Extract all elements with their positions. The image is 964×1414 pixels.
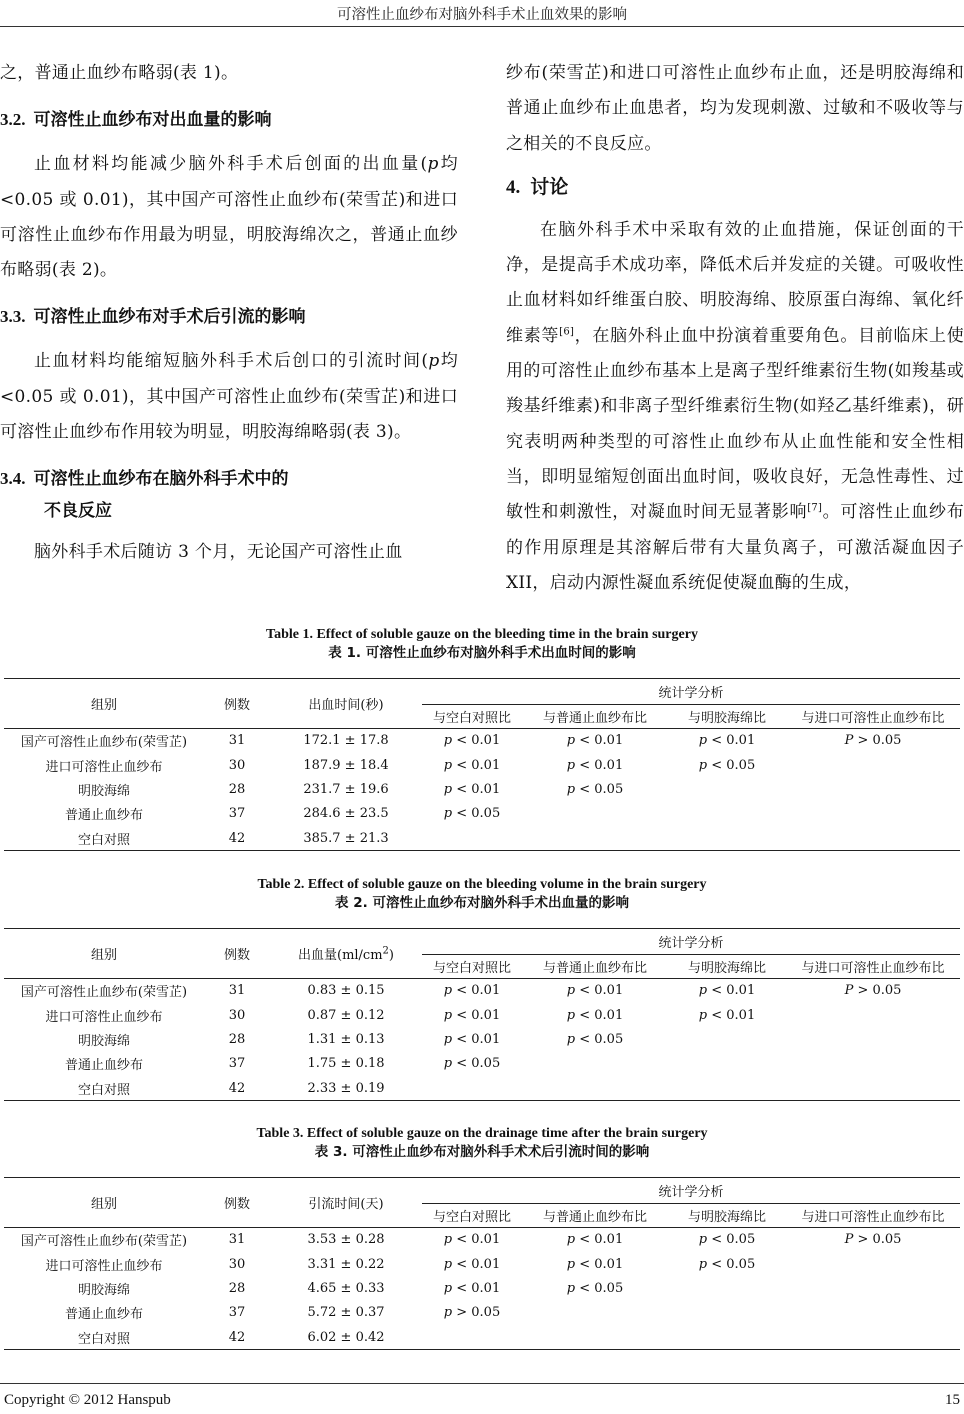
cell-stat-c3	[668, 1027, 786, 1051]
section-title: 可溶性止血纱布对手术后引流的影响	[33, 307, 306, 328]
cell-count: 42	[204, 1076, 270, 1100]
table-1	[0, 626, 964, 851]
table-row	[4, 1052, 960, 1076]
cell-stat-c4	[786, 1076, 960, 1100]
cell-stat-c3	[668, 1228, 786, 1252]
cell-stat-c3	[668, 1276, 786, 1300]
p-symbol: p	[566, 1232, 576, 1248]
p-symbol: p	[698, 757, 708, 773]
table-caption-zh: 表 1. 可溶性止血纱布对脑外科手术出血时间的影响	[328, 645, 636, 661]
p-value: < 0.05	[575, 1031, 624, 1047]
p-value: < 0.05	[707, 1256, 756, 1272]
cell-stat-c1	[422, 753, 522, 777]
cell-stat-c3	[668, 1301, 786, 1325]
p-symbol: p	[566, 781, 576, 797]
cell-stat-c1	[422, 729, 522, 753]
cell-stat-c4	[786, 1003, 960, 1027]
col-subheader-3: 与明胶海绵比	[668, 705, 786, 729]
table-row	[4, 1003, 960, 1027]
col-subheader-4: 与进口可溶性止血纱布比	[786, 705, 960, 729]
cell-stat-c4	[786, 1228, 960, 1252]
cell-count: 37	[228, 1305, 246, 1321]
section-heading-3-4	[0, 463, 458, 527]
col-subheader-2: 与普通止血纱布比	[522, 955, 668, 979]
cell-stat-c4	[786, 1052, 960, 1076]
footer-rule	[0, 1383, 964, 1384]
cell-stat-c3	[668, 1325, 786, 1349]
p-value: < 0.01	[452, 1232, 501, 1248]
table-2	[0, 876, 964, 1101]
table-row	[4, 1276, 960, 1300]
cell-count: 42	[204, 826, 270, 850]
cell-group: 明胶海绵	[77, 1282, 130, 1298]
cell-stat-c4	[786, 777, 960, 801]
table-caption-zh: 表 3. 可溶性止血纱布对脑外科手术术后引流时间的影响	[314, 1144, 650, 1160]
col-subheader-2: 与普通止血纱布比	[522, 1204, 668, 1228]
cell-stat-c3	[668, 1052, 786, 1076]
cell-stat-c3	[668, 826, 786, 850]
cell-group: 明胶海绵	[77, 783, 130, 799]
cell-stat-c3	[668, 729, 786, 753]
cell-count: 37	[228, 806, 246, 822]
p-symbol: p	[566, 1031, 576, 1047]
cell-value: 6.02 ± 0.42	[270, 1325, 422, 1349]
data-table	[4, 1177, 960, 1350]
cell-stat-c1	[422, 1228, 522, 1252]
p-value: < 0.01	[452, 1007, 501, 1023]
citation-ref[interactable]: [7]	[807, 502, 823, 514]
p-value: < 0.01	[575, 733, 624, 749]
p-symbol: p	[698, 983, 708, 999]
cell-count: 28	[228, 781, 246, 797]
text-run: ，在脑外科止血中扮演着重要角色。目前临床上使用的可溶性止血纱布基本上是离子型纤维素衍生物(如羧基或羧基纤维素)和非离子型纤维素衍生物(如羟乙基纤维素)，研究表明两种类型的可溶性止血纱布从止血性能和安全性相当，即明显缩短创面出血时间，吸收良好，无急性毒性、过敏性和刺激性，对凝血时间无显著影响	[506, 325, 964, 523]
col-header-count: 例数	[204, 1178, 270, 1228]
cell-stat-c4	[786, 1301, 960, 1325]
p-value: < 0.01	[575, 1232, 624, 1248]
cell-stat-c4	[786, 729, 960, 753]
cell-stat-c3	[668, 1003, 786, 1027]
p-value: < 0.05	[575, 1280, 624, 1296]
cell-stat-c2	[522, 1076, 668, 1100]
footer-copyright: Copyright © 2012 Hanspub	[4, 1392, 171, 1408]
paragraph-4	[506, 213, 964, 601]
section-number: 3.4.	[0, 469, 26, 489]
p-value: < 0.01	[575, 1256, 624, 1272]
cell-value: 385.7 ± 21.3	[270, 826, 422, 850]
table-row	[4, 1228, 960, 1252]
cell-value: 1.31 ± 0.13	[307, 1031, 385, 1047]
cell-stat-c3	[668, 753, 786, 777]
cell-stat-c2	[522, 753, 668, 777]
table-row	[4, 802, 960, 826]
p-symbol: p	[443, 1256, 453, 1272]
section-title: 讨论	[530, 175, 569, 198]
table-row	[4, 1301, 960, 1325]
cell-stat-c2	[522, 1276, 668, 1300]
col-header-stat-group: 统计学分析	[422, 679, 960, 705]
cell-group: 明胶海绵	[77, 1033, 130, 1049]
left-column	[0, 56, 458, 571]
p-symbol: p	[566, 1280, 576, 1296]
col-header-value-sup: 2	[382, 945, 389, 957]
p-symbol: p	[566, 1256, 576, 1272]
cell-stat-c3	[668, 979, 786, 1003]
col-header-group: 组别	[4, 679, 204, 729]
p-symbol: p	[443, 1232, 453, 1248]
p-value: < 0.01	[452, 733, 501, 749]
p-value: > 0.05	[452, 1305, 501, 1321]
p-symbol: p	[566, 733, 576, 749]
p-value: < 0.05	[452, 1056, 501, 1072]
p-symbol: p	[428, 351, 440, 372]
section-number: 3.2.	[0, 110, 26, 130]
p-symbol: p	[443, 781, 453, 797]
cell-value: 3.53 ± 0.28	[307, 1232, 385, 1248]
cell-group: 普通止血纱布	[64, 1058, 143, 1074]
paragraph-3-3	[0, 344, 458, 450]
p-symbol: p	[443, 1007, 453, 1023]
cell-stat-c3	[668, 777, 786, 801]
table-row	[4, 777, 960, 801]
table-row	[4, 1027, 960, 1051]
col-header-group: 组别	[4, 929, 204, 979]
col-header-group: 组别	[4, 1178, 204, 1228]
paragraph-3-2	[0, 147, 458, 288]
p-symbol: p	[698, 733, 708, 749]
p-symbol: p	[443, 733, 453, 749]
col-header-count: 例数	[204, 929, 270, 979]
section-title-line2: 不良反应	[44, 501, 112, 522]
cell-value: 172.1 ± 17.8	[303, 733, 389, 749]
cell-group: 普通止血纱布	[64, 1307, 143, 1323]
text-run: 。可溶性止血纱布的作用原理是其溶解后带有大量负离子，可激活凝血因子 XII，启动内源性凝血系统促使凝血酶的生成，	[506, 502, 964, 593]
p-symbol: p	[443, 1056, 453, 1072]
p-symbol: p	[698, 1007, 708, 1023]
p-symbol: p	[443, 757, 453, 773]
cell-stat-c1	[422, 826, 522, 850]
cell-stat-c2	[522, 802, 668, 826]
p-value: < 0.01	[452, 983, 501, 999]
p-symbol: P	[844, 983, 854, 999]
cell-stat-c1	[422, 1027, 522, 1051]
cell-stat-c1	[422, 1052, 522, 1076]
section-number: 3.3.	[0, 307, 26, 327]
cell-stat-c2	[522, 1228, 668, 1252]
cell-count: 30	[228, 757, 246, 773]
p-value: < 0.01	[452, 781, 501, 797]
cell-count: 31	[228, 733, 246, 749]
p-symbol: p	[698, 1256, 708, 1272]
right-column	[506, 56, 964, 601]
p-symbol: p	[427, 154, 439, 175]
p-symbol: p	[566, 757, 576, 773]
cell-value: 2.33 ± 0.19	[270, 1076, 422, 1100]
cell-value: 4.65 ± 0.33	[307, 1280, 385, 1296]
cell-stat-c1	[422, 1301, 522, 1325]
paragraph-continued: 纱布(荣雪芷)和进口可溶性止血纱布止血，还是明胶海绵和普通止血纱布止血患者，均为发现刺激、过敏和不吸收等与之相关的不良反应。	[506, 63, 964, 154]
cell-group: 进口可溶性止血纱布	[45, 1258, 163, 1274]
col-header-value	[270, 1178, 422, 1228]
col-header-value-text: 出血量(ml/cm	[298, 948, 383, 963]
cell-stat-c2	[522, 1003, 668, 1027]
table-row	[4, 1252, 960, 1276]
cell-stat-c2	[522, 979, 668, 1003]
table-row	[4, 729, 960, 753]
p-value: < 0.05	[575, 781, 624, 797]
p-value: < 0.01	[707, 983, 756, 999]
page-number: 15	[945, 1392, 960, 1408]
cell-value: 1.75 ± 0.18	[307, 1056, 385, 1072]
p-symbol: p	[443, 806, 453, 822]
cell-stat-c4	[786, 979, 960, 1003]
cell-stat-c1	[422, 1325, 522, 1349]
cell-stat-c4	[786, 1325, 960, 1349]
cell-count: 37	[228, 1056, 246, 1072]
table-caption-zh: 表 2. 可溶性止血纱布对脑外科手术出血量的影响	[335, 895, 629, 911]
cell-stat-c2	[522, 729, 668, 753]
p-symbol: P	[844, 733, 854, 749]
section-number: 4.	[506, 176, 521, 198]
table-caption-en: Table 1. Effect of soluble gauze on the bleeding time in the brain surgery	[266, 627, 698, 642]
cell-stat-c1	[422, 777, 522, 801]
cell-stat-c2	[522, 777, 668, 801]
col-subheader-1: 与空白对照比	[422, 705, 522, 729]
cell-stat-c1	[422, 1003, 522, 1027]
p-symbol: p	[698, 1232, 708, 1248]
cell-count: 30	[228, 1007, 246, 1023]
p-value: < 0.01	[452, 757, 501, 773]
cell-group: 进口可溶性止血纱布	[45, 759, 163, 775]
p-value: > 0.05	[853, 733, 902, 749]
cell-group: 普通止血纱布	[64, 808, 143, 824]
cell-count: 30	[228, 1256, 246, 1272]
cell-group: 国产可溶性止血纱布(荣雪芷)	[20, 1234, 188, 1250]
cell-group: 国产可溶性止血纱布(荣雪芷)	[20, 735, 188, 751]
table-row	[4, 979, 960, 1003]
text-run: 在脑外科手术中采取有效的止血措施，保证创面的干净，是提高手术成功率，降低术后并发症的关键。可吸收性止血材料如纤维蛋白胶、明胶海绵、胶原蛋白海绵、氧化纤维素等	[506, 219, 964, 346]
p-value: < 0.01	[575, 983, 624, 999]
p-value: < 0.01	[452, 1256, 501, 1272]
cell-value: 187.9 ± 18.4	[303, 757, 389, 773]
section-heading-4	[506, 171, 964, 204]
cell-stat-c1	[422, 1252, 522, 1276]
col-subheader-1: 与空白对照比	[422, 1204, 522, 1228]
p-symbol: p	[566, 1007, 576, 1023]
cell-stat-c1	[422, 1276, 522, 1300]
table-caption-en: Table 3. Effect of soluble gauze on the drainage time after the brain surgery	[256, 1126, 708, 1141]
p-symbol: p	[443, 1280, 453, 1296]
col-header-count: 例数	[204, 679, 270, 729]
col-header-value	[270, 929, 422, 979]
cell-value: 284.6 ± 23.5	[303, 806, 389, 822]
section-heading-3-2	[0, 104, 458, 136]
cell-count: 42	[204, 1325, 270, 1349]
cell-stat-c2	[522, 826, 668, 850]
p-value: > 0.05	[853, 1232, 902, 1248]
cell-group: 进口可溶性止血纱布	[45, 1009, 163, 1025]
col-header-stat-group: 统计学分析	[422, 1178, 960, 1204]
cell-value: 5.72 ± 0.37	[307, 1305, 385, 1321]
cell-group: 空白对照	[4, 1325, 204, 1349]
p-value: < 0.05	[707, 1232, 756, 1248]
col-subheader-3: 与明胶海绵比	[668, 955, 786, 979]
cell-value: 3.31 ± 0.22	[307, 1256, 385, 1272]
cell-stat-c3	[668, 1076, 786, 1100]
cell-stat-c2	[522, 1325, 668, 1349]
citation-ref[interactable]: [6]	[559, 326, 575, 338]
cell-stat-c4	[786, 826, 960, 850]
cell-stat-c1	[422, 1076, 522, 1100]
data-table	[4, 928, 960, 1101]
header-rule	[0, 26, 964, 27]
cell-stat-c4	[786, 802, 960, 826]
cell-stat-c2	[522, 1252, 668, 1276]
data-table	[4, 678, 960, 851]
p-value: < 0.01	[707, 1007, 756, 1023]
section-title: 可溶性止血纱布对出血量的影响	[33, 110, 272, 131]
paragraph-3-4: 脑外科手术后随访 3 个月，无论国产可溶性止血	[34, 542, 403, 563]
table-3	[0, 1125, 964, 1350]
paragraph-continued: 之，普通止血纱布略弱(表 1)。	[0, 63, 239, 83]
col-subheader-4: 与进口可溶性止血纱布比	[786, 1204, 960, 1228]
col-subheader-3: 与明胶海绵比	[668, 1204, 786, 1228]
p-value: < 0.01	[452, 1031, 501, 1047]
table-row	[4, 826, 960, 850]
cell-value: 0.87 ± 0.12	[307, 1007, 385, 1023]
cell-stat-c1	[422, 802, 522, 826]
p-value: < 0.05	[452, 806, 501, 822]
cell-group: 国产可溶性止血纱布(荣雪芷)	[20, 985, 188, 1001]
cell-stat-c2	[522, 1301, 668, 1325]
section-title-line1: 可溶性止血纱布在脑外科手术中的	[33, 469, 289, 490]
col-subheader-4: 与进口可溶性止血纱布比	[786, 955, 960, 979]
text-run: 止血材料均能减少脑外科手术后创面的出血量(	[34, 154, 428, 175]
cell-stat-c2	[522, 1052, 668, 1076]
col-header-value-end: )	[388, 948, 394, 963]
cell-count: 28	[228, 1031, 246, 1047]
col-header-stat-group: 统计学分析	[422, 929, 960, 955]
table-row	[4, 753, 960, 777]
p-value: < 0.01	[707, 733, 756, 749]
cell-stat-c3	[668, 802, 786, 826]
cell-stat-c1	[422, 979, 522, 1003]
text-run: 均<0.05 或 0.01)，其中国产可溶性止血纱布(荣雪芷)和进口可溶性止血纱布作用较为明显，明胶海绵略弱(表 3)。	[0, 351, 458, 443]
p-symbol: p	[443, 1305, 453, 1321]
cell-group: 空白对照	[4, 826, 204, 850]
cell-value: 231.7 ± 19.6	[303, 781, 389, 797]
p-symbol: p	[443, 983, 453, 999]
col-subheader-2: 与普通止血纱布比	[522, 705, 668, 729]
table-row	[4, 1076, 960, 1100]
running-header: 可溶性止血纱布对脑外科手术止血效果的影响	[337, 7, 627, 23]
cell-value: 0.83 ± 0.15	[307, 983, 385, 999]
cell-stat-c4	[786, 1027, 960, 1051]
cell-count: 31	[228, 983, 246, 999]
table-row	[4, 1325, 960, 1349]
p-value: < 0.05	[707, 757, 756, 773]
cell-stat-c4	[786, 1252, 960, 1276]
cell-stat-c2	[522, 1027, 668, 1051]
col-header-value-text: 引流时间(天)	[308, 1197, 384, 1212]
p-value: < 0.01	[575, 1007, 624, 1023]
cell-stat-c4	[786, 1276, 960, 1300]
p-symbol: p	[443, 1031, 453, 1047]
p-symbol: P	[844, 1232, 854, 1248]
cell-stat-c3	[668, 1252, 786, 1276]
col-header-value-text: 出血时间(秒)	[308, 698, 384, 713]
p-value: < 0.01	[452, 1280, 501, 1296]
text-run: 均<0.05 或 0.01)，其中国产可溶性止血纱布(荣雪芷)和进口可溶性止血纱布作用最为明显，明胶海绵次之，普通止血纱布略弱(表 2)。	[0, 154, 458, 281]
cell-count: 28	[228, 1280, 246, 1296]
col-subheader-1: 与空白对照比	[422, 955, 522, 979]
p-value: < 0.01	[575, 757, 624, 773]
table-caption-en: Table 2. Effect of soluble gauze on the bleeding volume in the brain surgery	[257, 877, 707, 892]
cell-stat-c4	[786, 753, 960, 777]
p-value: > 0.05	[853, 983, 902, 999]
p-symbol: p	[566, 983, 576, 999]
text-run: 止血材料均能缩短脑外科手术后创口的引流时间(	[34, 351, 429, 372]
cell-count: 31	[228, 1232, 246, 1248]
col-header-value	[270, 679, 422, 729]
cell-group: 空白对照	[4, 1076, 204, 1100]
section-heading-3-3	[0, 301, 458, 333]
